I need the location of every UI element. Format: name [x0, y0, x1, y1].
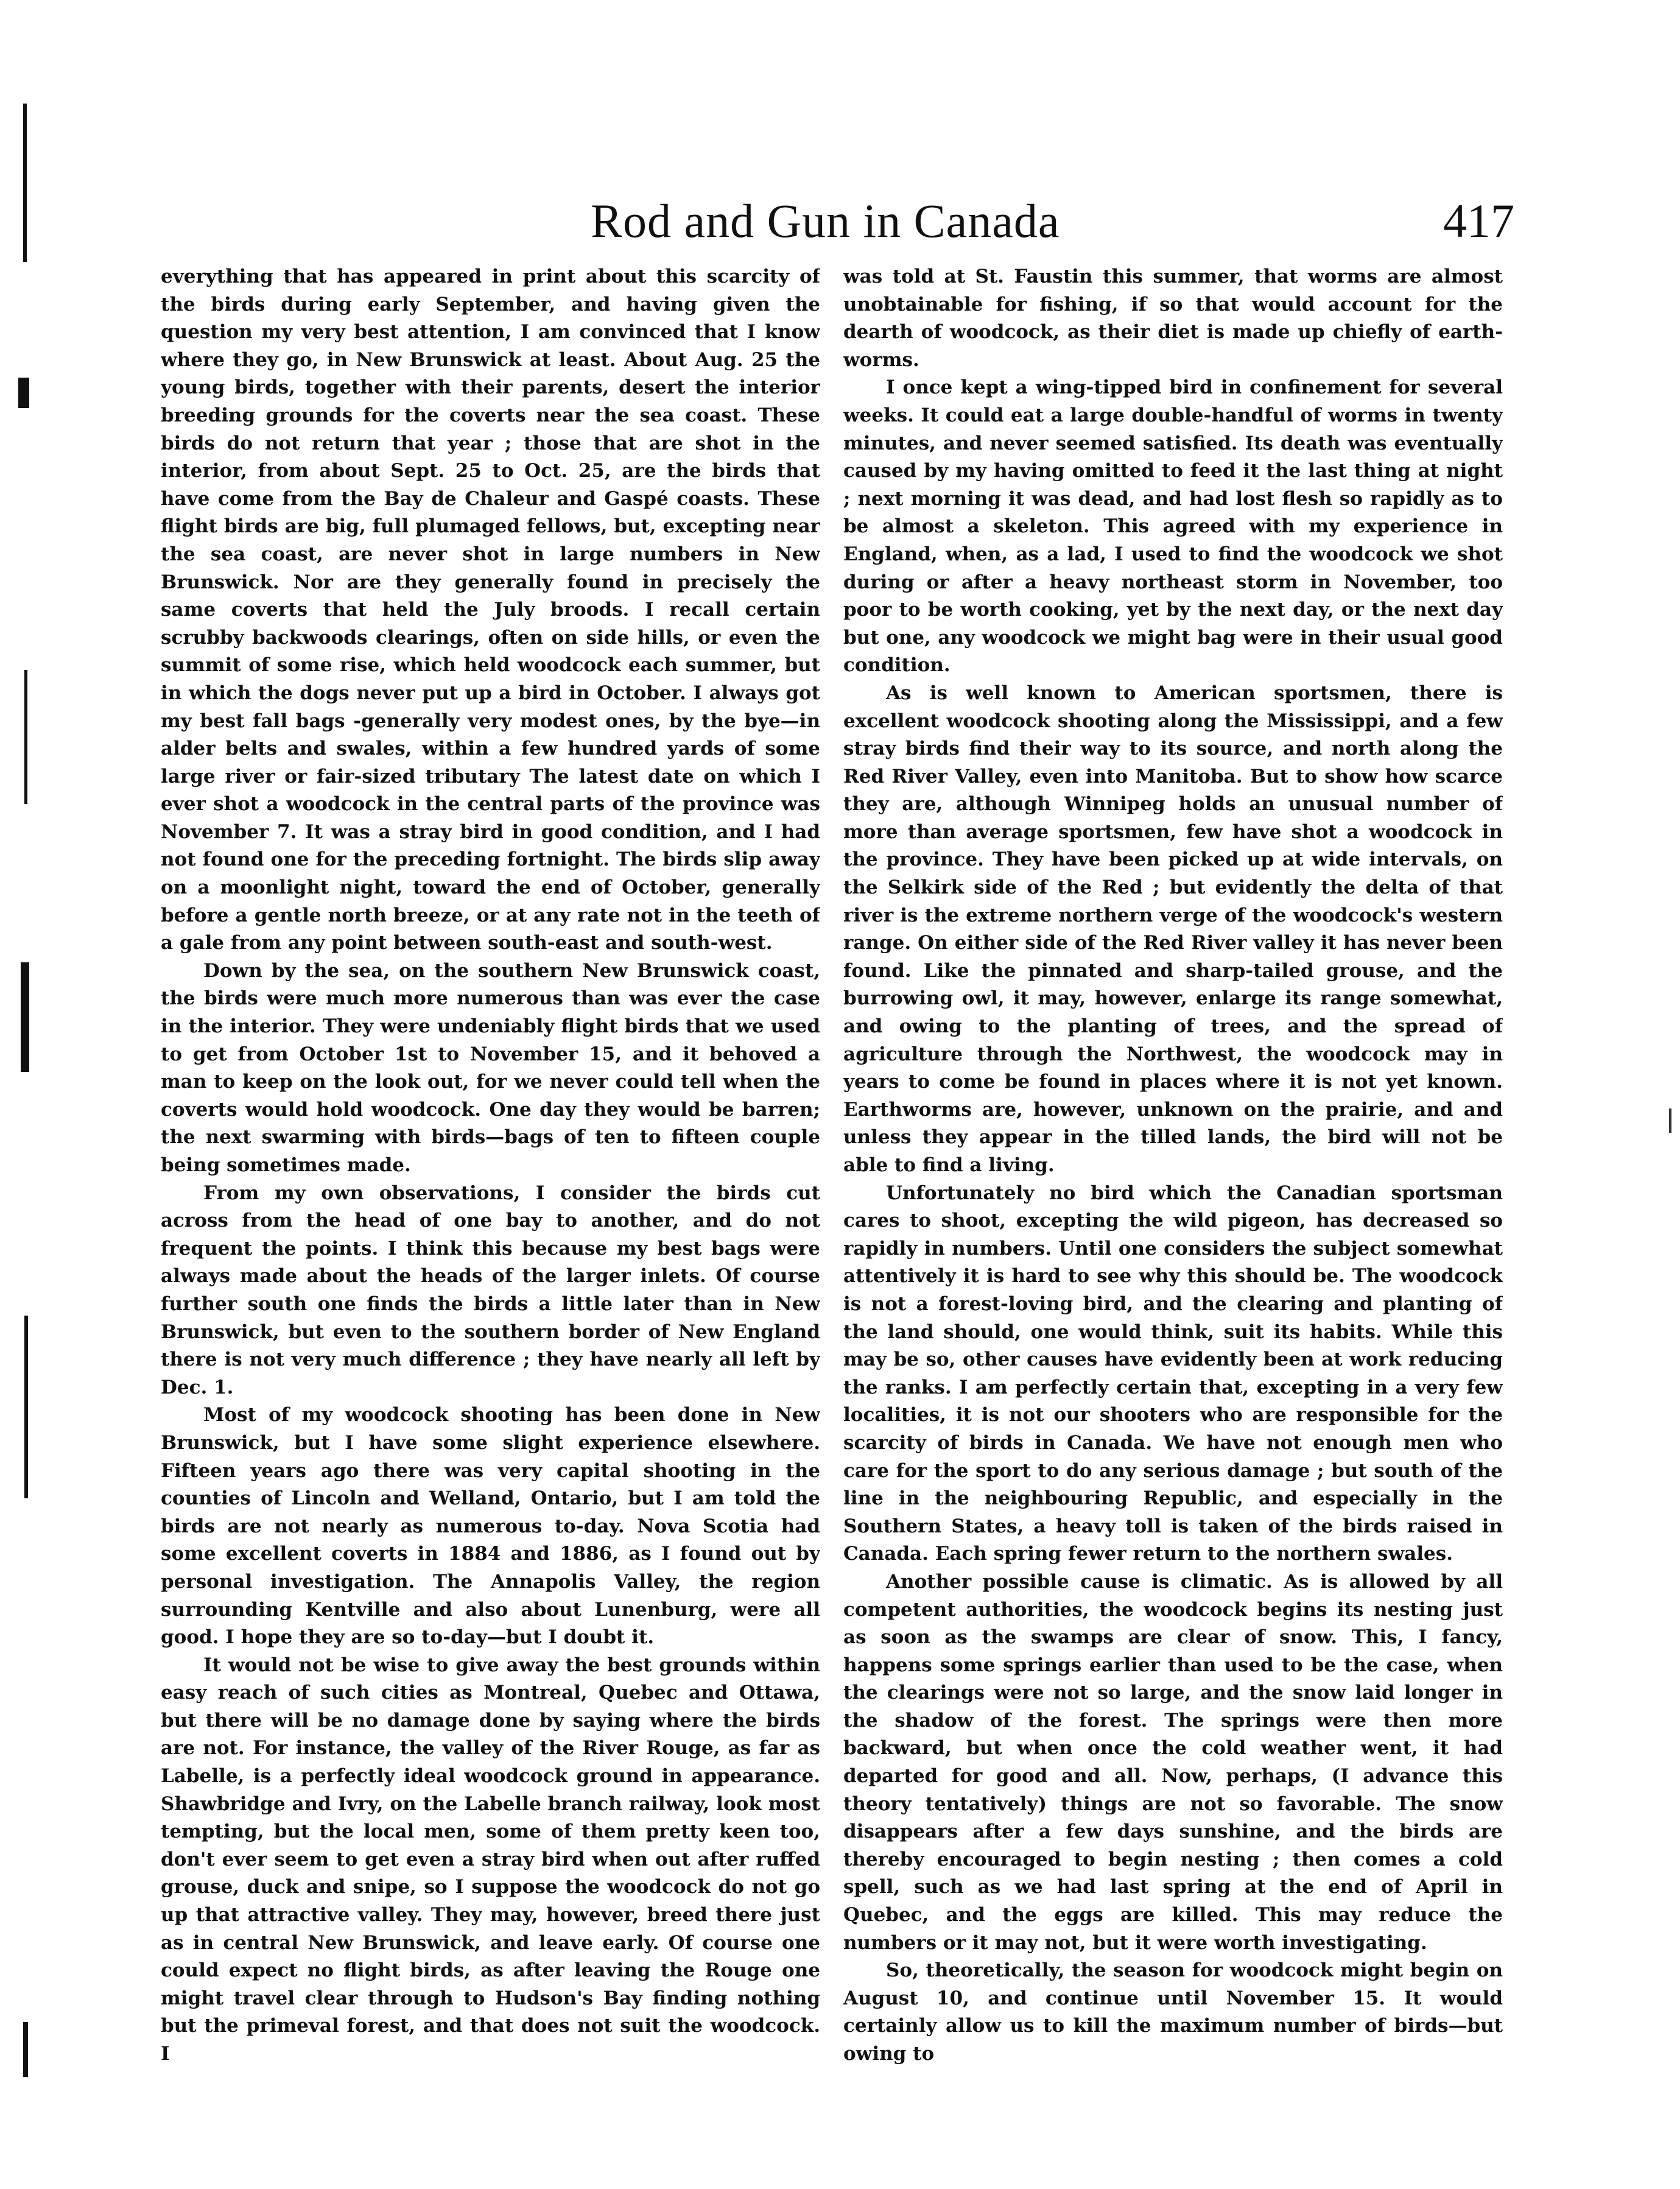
page-number: 417 [1443, 194, 1514, 247]
right-column [843, 263, 1503, 2109]
paragraph: As is well known to American sportsmen, there is excellent woodcock shooting along the Mississippi, and a few stray birds find their way to its source, and north along the Red River Valley, even into Manitoba. But to show how scarce they are, although Winnipeg holds an unusual number of more than average sportsmen, few have shot a woodcock in the province. They have been picked up at wide intervals, on the Selkirk side of the Red ; but evidently the delta of that river is the extreme northern verge of the woodcock's western range. On either side of the Red River valley it has never been found. Like the pinnated and sharp-tailed grouse, and the burrowing owl, it may, however, enlarge its range somewhat, and owing to the planting of trees, and the spread of agriculture through the Northwest, the woodcock may in years to come be found in places where it is not yet known. Earthworms are, however, unknown on the prairie, and and unless they appear in the tilled lands, the bird will not be able to find a living. [843, 682, 1503, 1176]
binding-mark [21, 962, 29, 1072]
binding-mark [24, 670, 27, 804]
left-column [161, 263, 820, 2109]
running-title: Rod and Gun in Canada [591, 194, 1060, 247]
paragraph: It would not be wise to give away the best grounds within easy reach of such cities as Montreal, Quebec and Ottawa, but there will be no damage done by saying where the birds are not. For instance, the valley of the River Rouge, as far as Labelle, is a perfectly ideal woodcock ground in appearance. Shawbridge and Ivry, on the Labelle branch railway, look most tempting, but the local men, some of them pretty keen too, don't ever seem to get even a stray bird when out after ruffed grouse, duck and snipe, so I suppose the woodcock do not go up that attractive valley. They may, however, breed there just as in central New Brunswick, and leave early. Of course one could expect no flight birds, as after leaving the Rouge one might travel clear through to Hudson's Bay finding nothing but the primeval forest, and that does not suit the woodcock. I [161, 1654, 820, 2065]
paragraph: Another possible cause is climatic. As is allowed by all competent authorities, the woodcock begins its nesting just as soon as the swamps are clear of snow. This, I fancy, happens some springs earlier than used to be the case, when the clearings were not so large, and the snow laid longer in the shadow of the forest. The springs were then more backward, but when once the cold weather went, it had departed for good and all. Now, perhaps, (I advance this theory tentatively) things are not so favorable. The snow disappears after a few days sunshine, and the birds are thereby encouraged to begin nesting ; then comes a cold spell, such as we had last spring at the end of April in Quebec, and the eggs are killed. This may reduce the numbers or it may not, but it were worth investigating. [843, 1570, 1503, 1954]
paragraph: everything that has appeared in print about this scarcity of the birds during early September, and having given the question my very best attention, I am convinced that I know where they go, in New Brunswick at least. About Aug. 25 the young birds, together with their parents, desert the interior breeding grounds for the coverts near the sea coast. These birds do not return that year ; those that are shot in the interior, from about Sept. 25 to Oct. 25, are the birds that have come from the Bay de Chaleur and Gaspé coasts. These flight birds are big, full plumaged fellows, but, excepting near the sea coast, are never shot in large numbers in New Brunswick. Nor are they generally found in precisely the same coverts that held the July broods. I recall certain scrubby backwoods clearings, often on side hills, or even the summit of some rise, which held woodcock each summer, but in which the dogs never put up a bird in October. I always got my best fall bags -generally very modest ones, by the bye—in alder belts and swales, within a few hundred yards of some large river or fair-sized tributary The latest date on which I ever shot a woodcock in the central parts of the province was November 7. It was a stray bird in good condition, and I had not found one for the preceding fortnight. The birds slip away on a moonlight night, toward the end of October, generally before a gentle north breeze, or at any rate not in the teeth of a gale from any point between south-east and south-west. [161, 266, 820, 954]
scan-binding-marks [0, 0, 55, 2189]
scan-edge-mark [1669, 1109, 1671, 1133]
paragraph: From my own observations, I consider the birds cut across from the head of one bay to another, and do not frequent the points. I think this because my best bags were always made about the heads of the larger inlets. Of course further south one finds the birds a little later than in New Brunswick, but even to the southern border of New England there is not very much difference ; they have nearly all left by Dec. 1. [161, 1182, 820, 1398]
paragraph: I once kept a wing-tipped bird in confinement for several weeks. It could eat a large double-handful of worms in twenty minutes, and never seemed satisfied. Its death was eventually caused by my having omitted to feed it the last thing at night ; next morning it was dead, and had lost flesh so rapidly as to be almost a skeleton. This agreed with my experience in England, when, as a lad, I used to find the woodcock we shot during or after a heavy northeast storm in November, too poor to be worth cooking, yet by the next day, or the next day but one, any woodcock we might bag were in their usual good condition. [843, 376, 1503, 677]
paragraph: Most of my woodcock shooting has been done in New Brunswick, but I have some slight experience elsewhere. Fifteen years ago there was very capital shooting in the counties of Lincoln and Welland, Ontario, but I am told the birds are not nearly as numerous to-day. Nova Scotia had some excellent coverts in 1884 and 1886, as I found out by personal investigation. The Annapolis Valley, the region surrounding Kentville and also about Lunenburg, were all good. I hope they are so to-day—but I doubt it. [161, 1404, 820, 1649]
binding-mark [24, 1316, 28, 1498]
page-header [0, 194, 1680, 261]
paragraph: Unfortunately no bird which the Canadian sportsman cares to shoot, excepting the wild pigeon, has decreased so rapidly in numbers. Until one considers the subject somewhat attentively it is hard to see why this should be. The woodcock is not a forest-loving bird, and the clearing and planting of the land should, one would think, suit its habits. While this may be so, other causes have evidently been at work reducing the ranks. I am perfectly certain that, excepting in a very few localities, it is not our shooters who are responsible for the scarcity of birds in Canada. We have not enough men who care for the sport to do any serious damage ; but south of the line in the neighbouring Republic, and especially in the Southern States, a heavy toll is taken of the birds raised in Canada. Each spring fewer return to the northern swales. [843, 1182, 1503, 1565]
binding-mark [18, 378, 29, 408]
paragraph: was told at St. Faustin this summer, that worms are almost unobtainable for fishing, if so that would account for the dearth of woodcock, as their diet is made up chiefly of earth-worms. [843, 266, 1503, 371]
paragraph: Down by the sea, on the southern New Brunswick coast, the birds were much more numerous than was ever the case in the interior. They were undeniably flight birds that we used to get from October 1st to November 15, and it behoved a man to keep on the look out, for we never could tell when the coverts would hold woodcock. One day they would be barren; the next swarming with birds—bags of ten to fifteen couple being sometimes made. [161, 959, 820, 1176]
binding-mark [23, 2022, 28, 2077]
paragraph: So, theoretically, the season for woodcock might begin on August 10, and continue until November 15. It would certainly allow us to kill the maximum number of birds—but owing to [843, 1959, 1503, 2065]
